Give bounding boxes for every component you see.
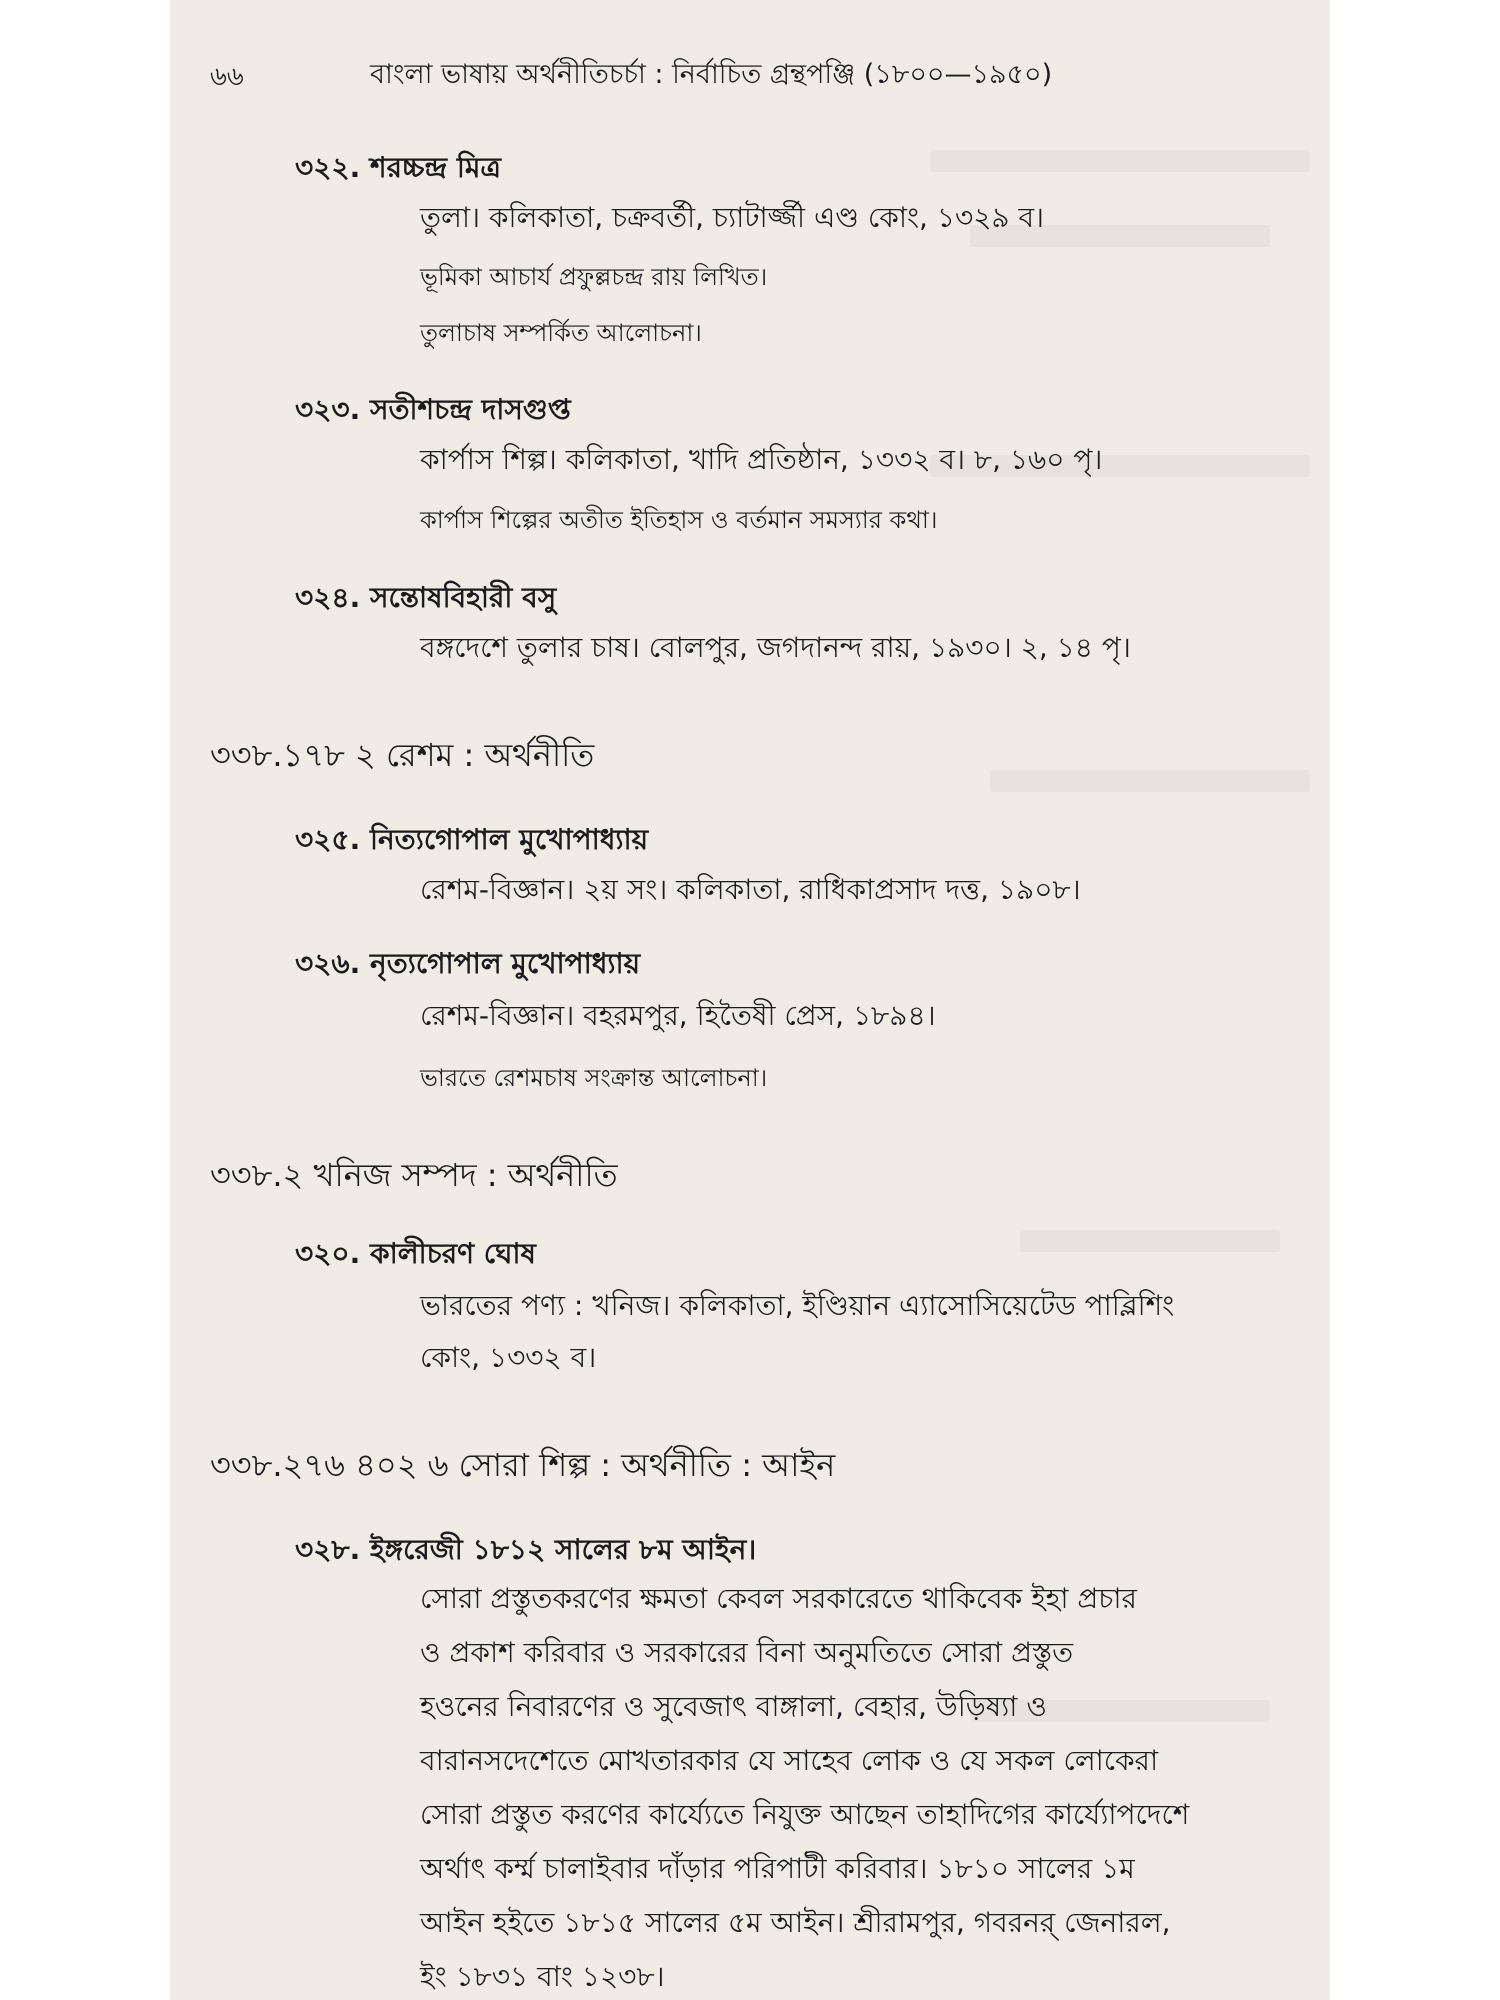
entry-citation: কার্পাস শিল্প। কলিকাতা, খাদি প্রতিষ্ঠান, ১৩৩২ ব। ৮, ১৬০ পৃ। [420,443,1103,476]
entry-heading: ৩২২. শরচ্চন্দ্র মিত্র [295,151,501,184]
paragraph-line: ইং ১৮৩১ বাং ১২৩৮। [420,1960,665,1993]
bleed-through-mark [1020,1230,1280,1252]
entry-citation: তুলা। কলিকাতা, চক্রবর্তী, চ্যাটার্জ্জী এণ্ড কোং, ১৩২৯ ব। [420,201,1045,234]
paragraph-line: অর্থাৎ কর্ম্ম চালাইবার দাঁড়ার পরিপাটী করিবার। ১৮১০ সালের ১ম [420,1852,1135,1885]
paragraph-line: ও প্রকাশ করিবার ও সরকারের বিনা অনুমতিতে সোরা প্রস্তুত [420,1636,1074,1669]
section-heading: ৩৩৮.১৭৮ ২ রেশম : অর্থনীতি [210,736,595,774]
entry-heading: ৩২৩. সতীশচন্দ্র দাসগুপ্ত [295,393,571,426]
entry-heading: ৩২৪. সন্তোষবিহারী বসু [295,581,557,614]
entry-heading: ৩২৬. নৃত্যগোপাল মুখোপাধ্যায় [295,947,641,980]
paragraph-line: সোরা প্রস্তুতকরণের ক্ষমতা কেবল সরকারেতে থাকিবেক ইহা প্রচার [420,1582,1137,1615]
entry-citation: রেশম-বিজ্ঞান। বহরমপুর, হিতৈষী প্রেস, ১৮৯৪। [420,999,936,1032]
page-number: ৬৬ [210,62,244,92]
entry-paragraph [420,1572,1300,2000]
entry-heading: ৩২৮. ইঙ্গরেজী ১৮১২ সালের ৮ম আইন। [295,1533,757,1566]
paragraph-line: সোরা প্রস্তুত করণের কার্য্যেতে নিযুক্ত আছেন তাহাদিগের কার্য্যোপদেশে [420,1798,1190,1831]
running-title: বাংলা ভাষায় অর্থনীতিচর্চা : নির্বাচিত গ্রন্থপঞ্জি (১৮০০—১৯৫০) [370,59,1053,90]
entry-note: তুলাচাষ সম্পর্কিত আলোচনা। [420,319,702,347]
paragraph-line: হওনের নিবারণের ও সুবেজাৎ বাঙ্গালা, বেহার, উড়িষ্যা ও [420,1690,1047,1723]
section-heading: ৩৩৮.২ খনিজ সম্পদ : অর্থনীতি [210,1156,618,1194]
entry-citation: ভারতের পণ্য : খনিজ। কলিকাতা, ইণ্ডিয়ান এ্যাসোসিয়েটেড পাব্লিশিং [420,1289,1175,1322]
entry-citation: কোং, ১৩৩২ ব। [420,1341,597,1374]
entry-heading: ৩২৫. নিত্যগোপাল মুখোপাধ্যায় [295,823,649,856]
page-header [170,52,1330,92]
bleed-through-mark [930,150,1310,172]
entry-heading: ৩২০. কালীচরণ ঘোষ [295,1237,536,1270]
section-heading: ৩৩৮.২৭৬ ৪০২ ৬ সোরা শিল্প : অর্থনীতি : আইন [210,1446,836,1484]
entry-note: ভূমিকা আচার্য প্রফুল্লচন্দ্র রায় লিখিত। [420,263,768,291]
book-page [170,0,1330,2000]
paragraph-line: বারানসদেশেতে মোখতারকার যে সাহেব লোক ও যে সকল লোকেরা [420,1744,1159,1777]
paragraph-line: আইন হইতে ১৮১৫ সালের ৫ম আইন। শ্রীরামপুর, গবরনর্ জেনারল, [420,1906,1171,1939]
entry-citation: রেশম-বিজ্ঞান। ২য় সং। কলিকাতা, রাধিকাপ্রসাদ দত্ত, ১৯০৮। [420,873,1081,906]
entry-citation: বঙ্গদেশে তুলার চাষ। বোলপুর, জগদানন্দ রায়, ১৯৩০। ২, ১৪ পৃ। [420,631,1131,664]
entry-note: ভারতে রেশমচাষ সংক্রান্ত আলোচনা। [420,1064,768,1092]
entry-note: কার্পাস শিল্পের অতীত ইতিহাস ও বর্তমান সমস্যার কথা। [420,506,938,534]
